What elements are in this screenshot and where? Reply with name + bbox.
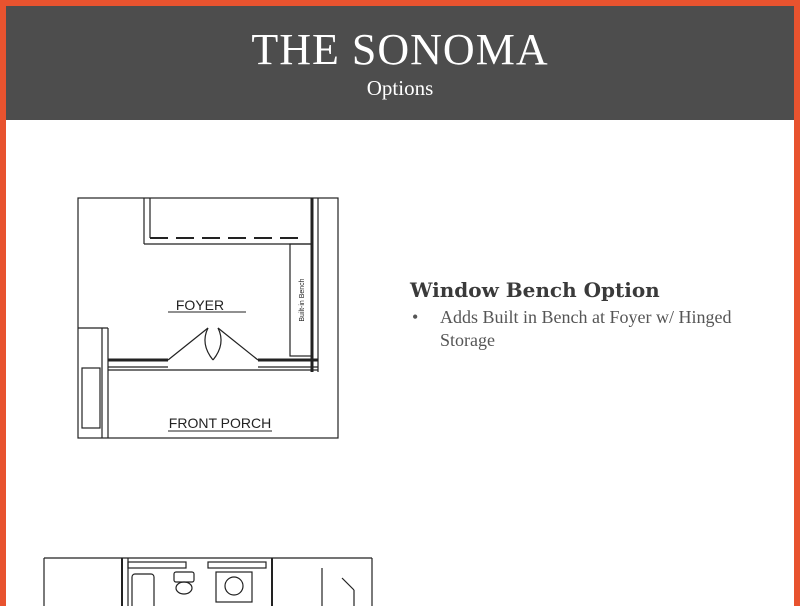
- option-bullet: [410, 306, 770, 352]
- bullet-text: Adds Built in Bench at Foyer w/ Hinged Storage: [440, 307, 732, 350]
- second-floor-plan: [42, 554, 382, 606]
- foyer-floor-plan: [72, 192, 352, 452]
- foyer-label: FOYER: [175, 297, 225, 313]
- front-porch-label: FRONT PORCH: [168, 415, 272, 431]
- slide: [6, 6, 794, 606]
- option-title: Window Bench Option: [410, 278, 660, 302]
- bullet-marker: •: [412, 307, 419, 327]
- header-banner: [6, 6, 794, 120]
- page-subtitle: Options: [366, 76, 434, 100]
- option-bullets: [410, 306, 770, 352]
- page-title: THE SONOMA: [251, 25, 549, 74]
- bench-label: Built-in Bench: [299, 278, 306, 322]
